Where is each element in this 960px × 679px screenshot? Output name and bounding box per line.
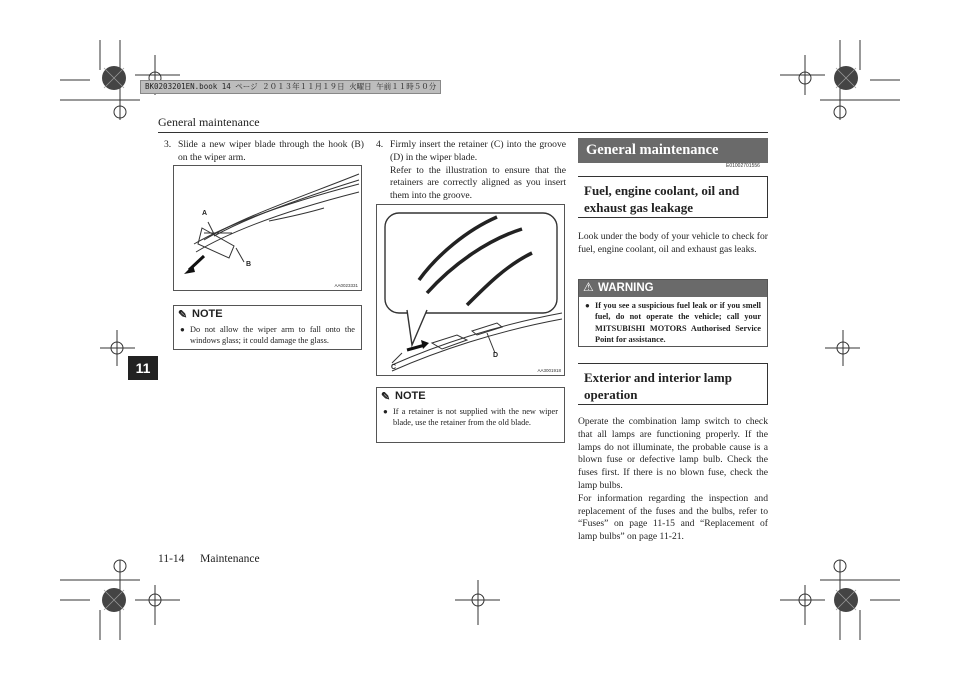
note-title: ✎ NOTE (178, 308, 223, 321)
page-footer (158, 553, 260, 565)
page-number: 11-14 (158, 553, 185, 565)
warning-text: ● If you see a suspicious fuel leak or if you smell fuel, do not operate the vehicle; call your MITSUBISHI MOTORS Authorised Service Point for assistance. (585, 301, 761, 344)
figure-id: AA0023331 (334, 283, 358, 288)
running-header: General maintenance (158, 115, 260, 129)
chapter-tab: 11 (128, 356, 158, 380)
retainer-illustration (377, 205, 564, 375)
warning-box (578, 279, 768, 347)
step-number: 3. (164, 139, 172, 150)
note-title: ✎ NOTE (381, 390, 426, 403)
section-title: General maintenance (578, 138, 768, 163)
bullet-icon: ● (383, 407, 388, 416)
note-text: ● Do not allow the wiper arm to fall onto the windows glass; it could damage the glass. (180, 325, 355, 346)
footer-section: Maintenance (200, 553, 260, 565)
note-icon: ✎ (381, 391, 391, 403)
step-4 (376, 139, 566, 203)
bullet-icon: ● (585, 301, 590, 310)
subsection-2-para-2: For information regarding the inspection and replacement of the fuses and the bulbs, refer to “Fuses” on page 11-15 and “Replacement of lamp bulbs” on page 11-21. (578, 492, 768, 543)
step-text: Firmly insert the retainer (C) into the groove (D) in the wiper blade. (390, 139, 566, 163)
subsection-title-2: Exterior and interior lamp operation (578, 363, 768, 405)
step-text: Slide a new wiper blade through the hook (B) on the wiper arm. (178, 139, 364, 163)
warning-icon: ⚠ (583, 280, 594, 294)
note-box-2 (376, 387, 565, 443)
figure-id: AA3001918 (537, 368, 561, 373)
subsection-1-text: Look under the body of your vehicle to check for fuel, engine coolant, oil and exhaust gas leaks. (578, 231, 768, 255)
header-rule (158, 132, 768, 133)
note-icon: ✎ (178, 309, 188, 321)
label-d: D (493, 352, 499, 359)
subsection-title-1: Fuel, engine coolant, oil and exhaust gas leakage (578, 176, 768, 218)
warning-title-bar (579, 280, 767, 297)
bullet-icon: ● (180, 325, 185, 334)
subsection-2-para-1: Operate the combination lamp switch to check that all lamps are functioning properly. If the lamps do not illuminate, the probable cause is a blown fuse or defective lamp bulb. Check the fuses first. If there is no blown fuse, check the lamp bulbs. (578, 416, 768, 491)
label-c: C (391, 364, 397, 371)
file-stamp: BK0203201EN.book 14 ページ ２０１３年１１月１９日 火曜日 午前１１時５０分 (140, 80, 441, 94)
wiper-hook-illustration (174, 166, 361, 290)
step-text-2: Refer to the illustration to ensure that the retainers are correctly aligned as you insert them into the groove. (390, 164, 566, 202)
figure-retainer (376, 204, 565, 376)
step-3 (164, 139, 364, 165)
label-a: A (202, 210, 208, 217)
note-box-1 (173, 305, 362, 350)
label-b: B (246, 261, 252, 268)
doc-code: E01002701556 (726, 163, 760, 169)
note-text: ● If a retainer is not supplied with the new wiper blade, use the retainer from the old blade. (383, 407, 558, 428)
figure-wiper-hook (173, 165, 362, 291)
warning-title: WARNING (598, 282, 654, 294)
step-number: 4. (376, 139, 384, 150)
subsection-2-text (578, 416, 768, 544)
